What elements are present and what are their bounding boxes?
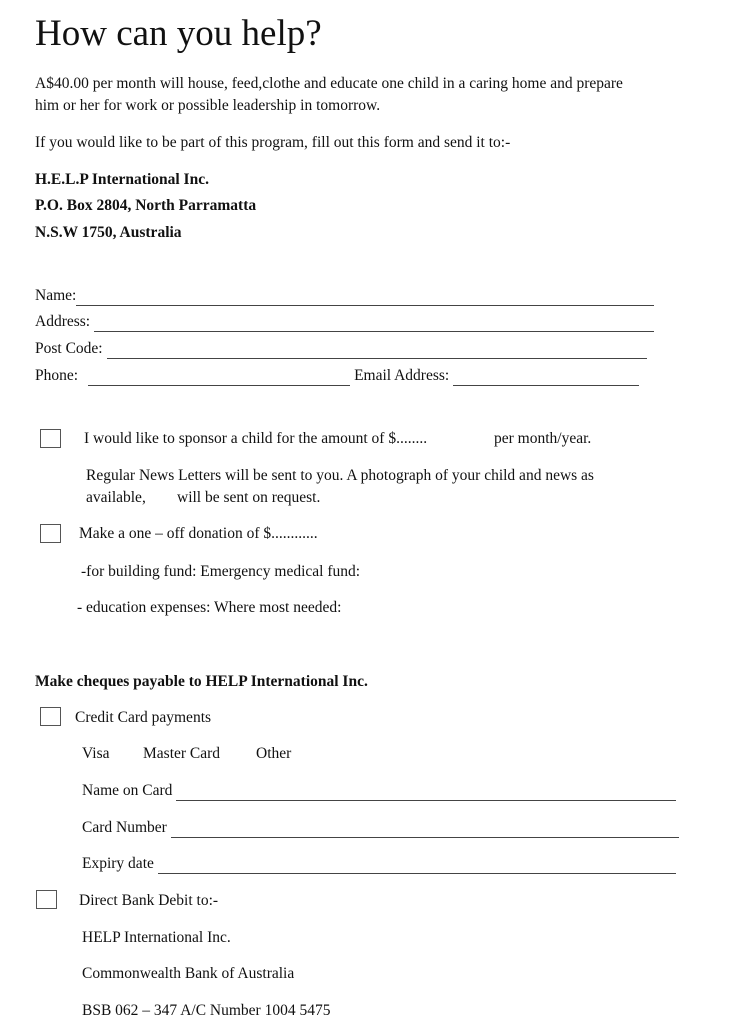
email-label: Email Address: — [354, 367, 450, 384]
fund-line-2: - education expenses: Where most needed: — [77, 599, 342, 616]
po-box: P.O. Box 2804, North Parramatta — [35, 197, 257, 214]
phone-field[interactable] — [35, 366, 639, 386]
name-on-card-label: Name on Card — [82, 782, 173, 799]
bank-debit-label: Direct Bank Debit to:- — [79, 892, 219, 909]
sponsor-note-line-2a: available, — [86, 489, 146, 506]
donation-checkbox[interactable] — [40, 524, 61, 543]
email-input-line[interactable] — [453, 371, 639, 386]
expiry-field[interactable] — [82, 854, 676, 874]
name-field[interactable] — [35, 286, 654, 306]
card-number-field[interactable] — [82, 818, 679, 838]
phone-input-line[interactable] — [88, 371, 350, 386]
cheques-heading: Make cheques payable to HELP International Inc. — [35, 673, 368, 690]
card-number-label: Card Number — [82, 819, 167, 836]
sponsor-note-line-1: Regular News Letters will be sent to you. A photograph of your child and news as — [86, 467, 594, 484]
intro-line-1: A$40.00 per month will house, feed,clothe and educate one child in a caring home and prepare — [35, 75, 623, 92]
state-country: N.S.W 1750, Australia — [35, 224, 182, 241]
address-field[interactable] — [35, 312, 654, 332]
org-name: H.E.L.P International Inc. — [35, 171, 209, 188]
send-to-text: If you would like to be part of this program, fill out this form and send it to:- — [35, 134, 511, 151]
bank-details: BSB 062 – 347 A/C Number 1004 5475 — [82, 1002, 331, 1019]
sponsor-note-line-2b: will be sent on request. — [177, 489, 321, 506]
post-code-input-line[interactable] — [107, 344, 647, 359]
intro-line-2: him or her for work or possible leadership in tomorrow. — [35, 97, 381, 114]
name-on-card-input-line[interactable] — [176, 786, 676, 801]
name-label: Name: — [35, 287, 77, 304]
address-label: Address: — [35, 313, 91, 330]
sponsor-suffix: per month/year. — [494, 430, 592, 447]
card-type-mastercard[interactable]: Master Card — [143, 745, 221, 762]
card-number-input-line[interactable] — [171, 823, 679, 838]
fund-line-1: -for building fund: Emergency medical fund: — [81, 563, 361, 580]
post-code-field[interactable] — [35, 339, 647, 359]
credit-card-label: Credit Card payments — [75, 709, 212, 726]
name-input-line[interactable] — [76, 291, 654, 306]
card-type-visa[interactable]: Visa — [82, 745, 110, 762]
expiry-input-line[interactable] — [158, 859, 676, 874]
address-input-line[interactable] — [94, 317, 654, 332]
sponsor-checkbox[interactable] — [40, 429, 61, 448]
bank-account-name: HELP International Inc. — [82, 929, 231, 946]
donation-label: Make a one – off donation of $............ — [79, 525, 318, 542]
post-code-label: Post Code: — [35, 340, 103, 357]
bank-name: Commonwealth Bank of Australia — [82, 965, 295, 982]
name-on-card-field[interactable] — [82, 781, 676, 801]
credit-card-checkbox[interactable] — [40, 707, 61, 726]
page-title: How can you help? — [35, 13, 322, 54]
phone-label: Phone: — [35, 367, 79, 384]
bank-debit-checkbox[interactable] — [36, 890, 57, 909]
card-type-other[interactable]: Other — [256, 745, 292, 762]
expiry-label: Expiry date — [82, 855, 154, 872]
sponsor-label: I would like to sponsor a child for the amount of $........ — [84, 430, 428, 447]
